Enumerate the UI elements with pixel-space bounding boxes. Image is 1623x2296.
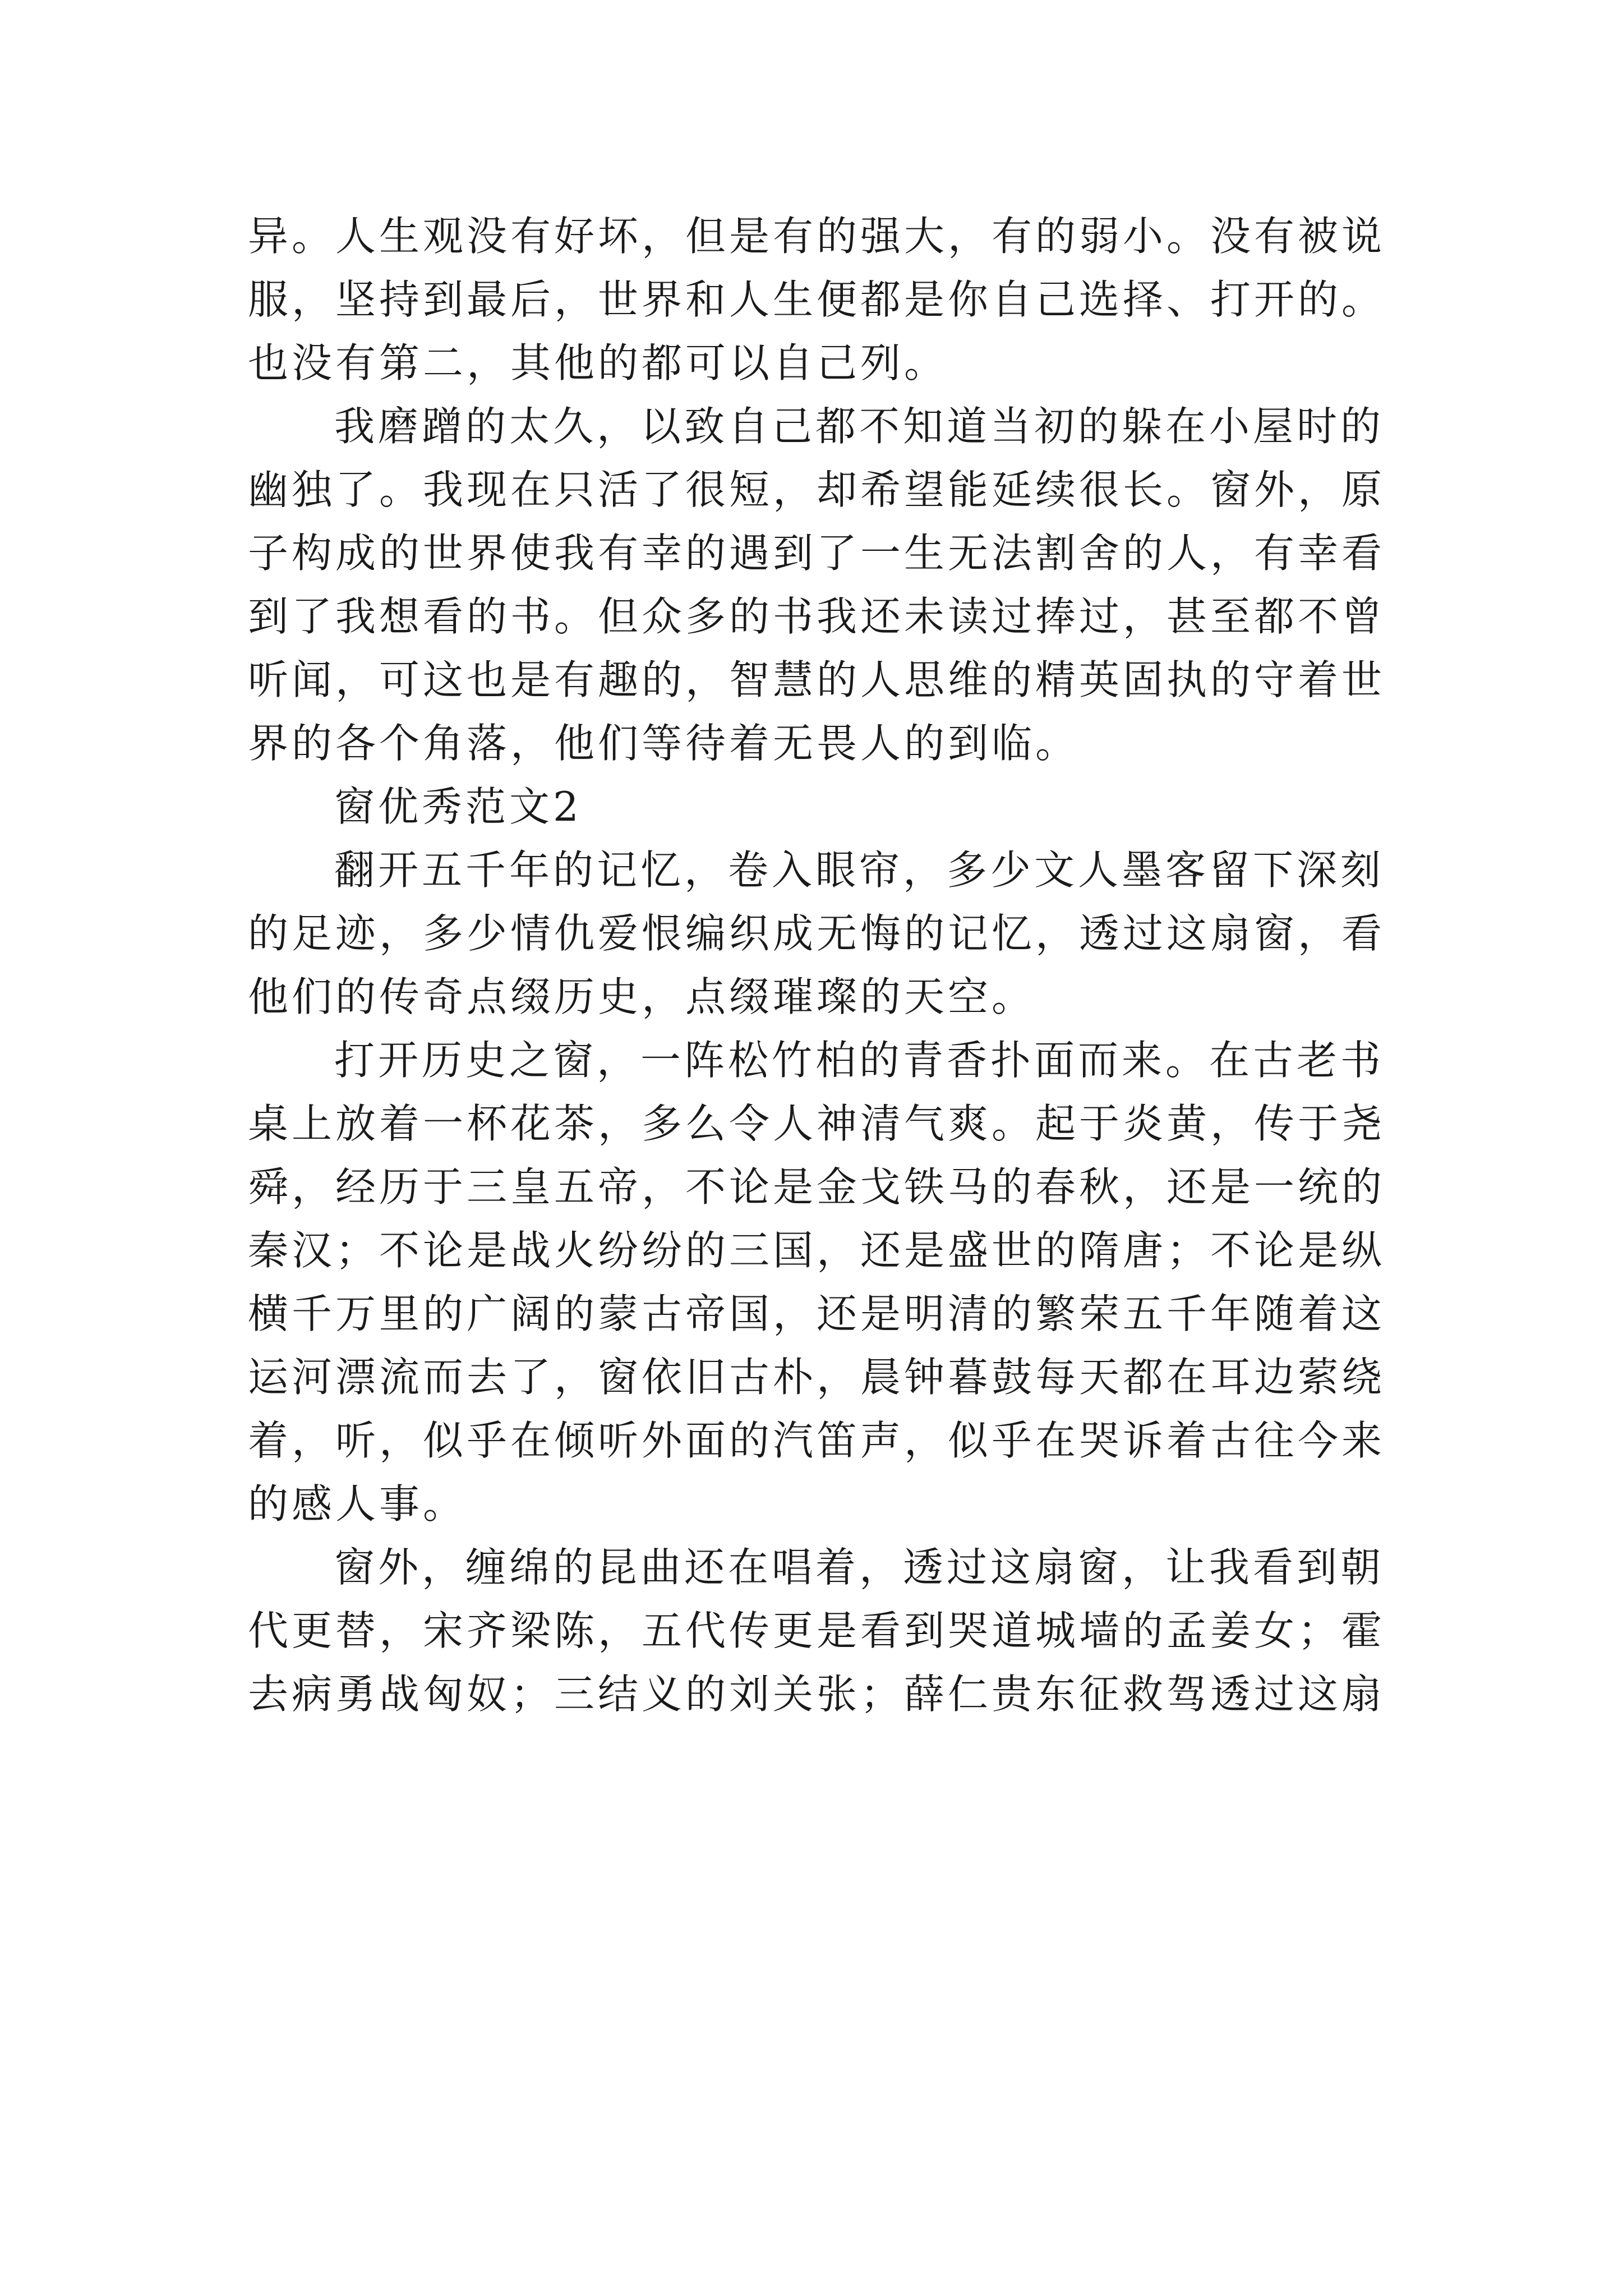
text-line: 着，听，似乎在倾听外面的汽笛声，似乎在哭诉着古往今来 <box>248 1417 1386 1464</box>
text-line: 秦汉；不论是战火纷纷的三国，还是盛世的隋唐；不论是纵 <box>248 1227 1386 1274</box>
text-line: 运河漂流而去了，窗依旧古朴，晨钟暮鼓每天都在耳边萦绕 <box>248 1354 1386 1401</box>
text-line: 翻开五千年的记忆，卷入眼帘，多少文人墨客留下深刻 <box>334 846 1385 894</box>
document-body <box>248 205 1386 1726</box>
text-line: 桌上放着一杯花茶，多么令人神清气爽。起于炎黄，传于尧 <box>248 1100 1386 1147</box>
text-line: 他们的传奇点缀历史，点缀璀璨的天空。 <box>248 973 1036 1020</box>
text-line: 听闻，可这也是有趣的，智慧的人思维的精英固执的守着世 <box>248 656 1386 703</box>
text-line: 到了我想看的书。但众多的书我还未读过捧过，甚至都不曾 <box>248 593 1386 640</box>
text-line: 去病勇战匈奴；三结义的刘关张；薛仁贵东征救驾透过这扇 <box>248 1671 1386 1718</box>
text-line: 子构成的世界使我有幸的遇到了一生无法割舍的人，有幸看 <box>248 530 1386 577</box>
text-line: 幽独了。我现在只活了很短，却希望能延续很长。窗外，原 <box>248 466 1386 513</box>
text-line: 舜，经历于三皇五帝，不论是金戈铁马的春秋，还是一统的 <box>248 1163 1386 1211</box>
section-heading: 窗优秀范文2 <box>334 783 582 830</box>
text-line: 窗外，缠绵的昆曲还在唱着，透过这扇窗，让我看到朝 <box>334 1544 1385 1591</box>
text-line: 我磨蹭的太久，以致自己都不知道当初的躲在小屋时的 <box>334 403 1385 450</box>
text-line: 横千万里的广阔的蒙古帝国，还是明清的繁荣五千年随着这 <box>248 1290 1386 1337</box>
text-line: 代更替，宋齐梁陈，五代传更是看到哭道城墙的孟姜女；霍 <box>248 1607 1386 1654</box>
text-line: 的足迹，多少情仇爱恨编织成无悔的记忆，透过这扇窗，看 <box>248 910 1386 957</box>
text-line: 界的各个角落，他们等待着无畏人的到临。 <box>248 720 1080 767</box>
text-line: 异。人生观没有好坏，但是有的强大，有的弱小。没有被说 <box>248 213 1386 260</box>
text-line: 的感人事。 <box>248 1480 467 1527</box>
text-line: 服，坚持到最后，世界和人生便都是你自己选择、打开的。 <box>248 276 1386 323</box>
text-line: 也没有第二，其他的都可以自己列。 <box>248 339 948 386</box>
text-line: 打开历史之窗，一阵松竹柏的青香扑面而来。在古老书 <box>334 1037 1385 1084</box>
